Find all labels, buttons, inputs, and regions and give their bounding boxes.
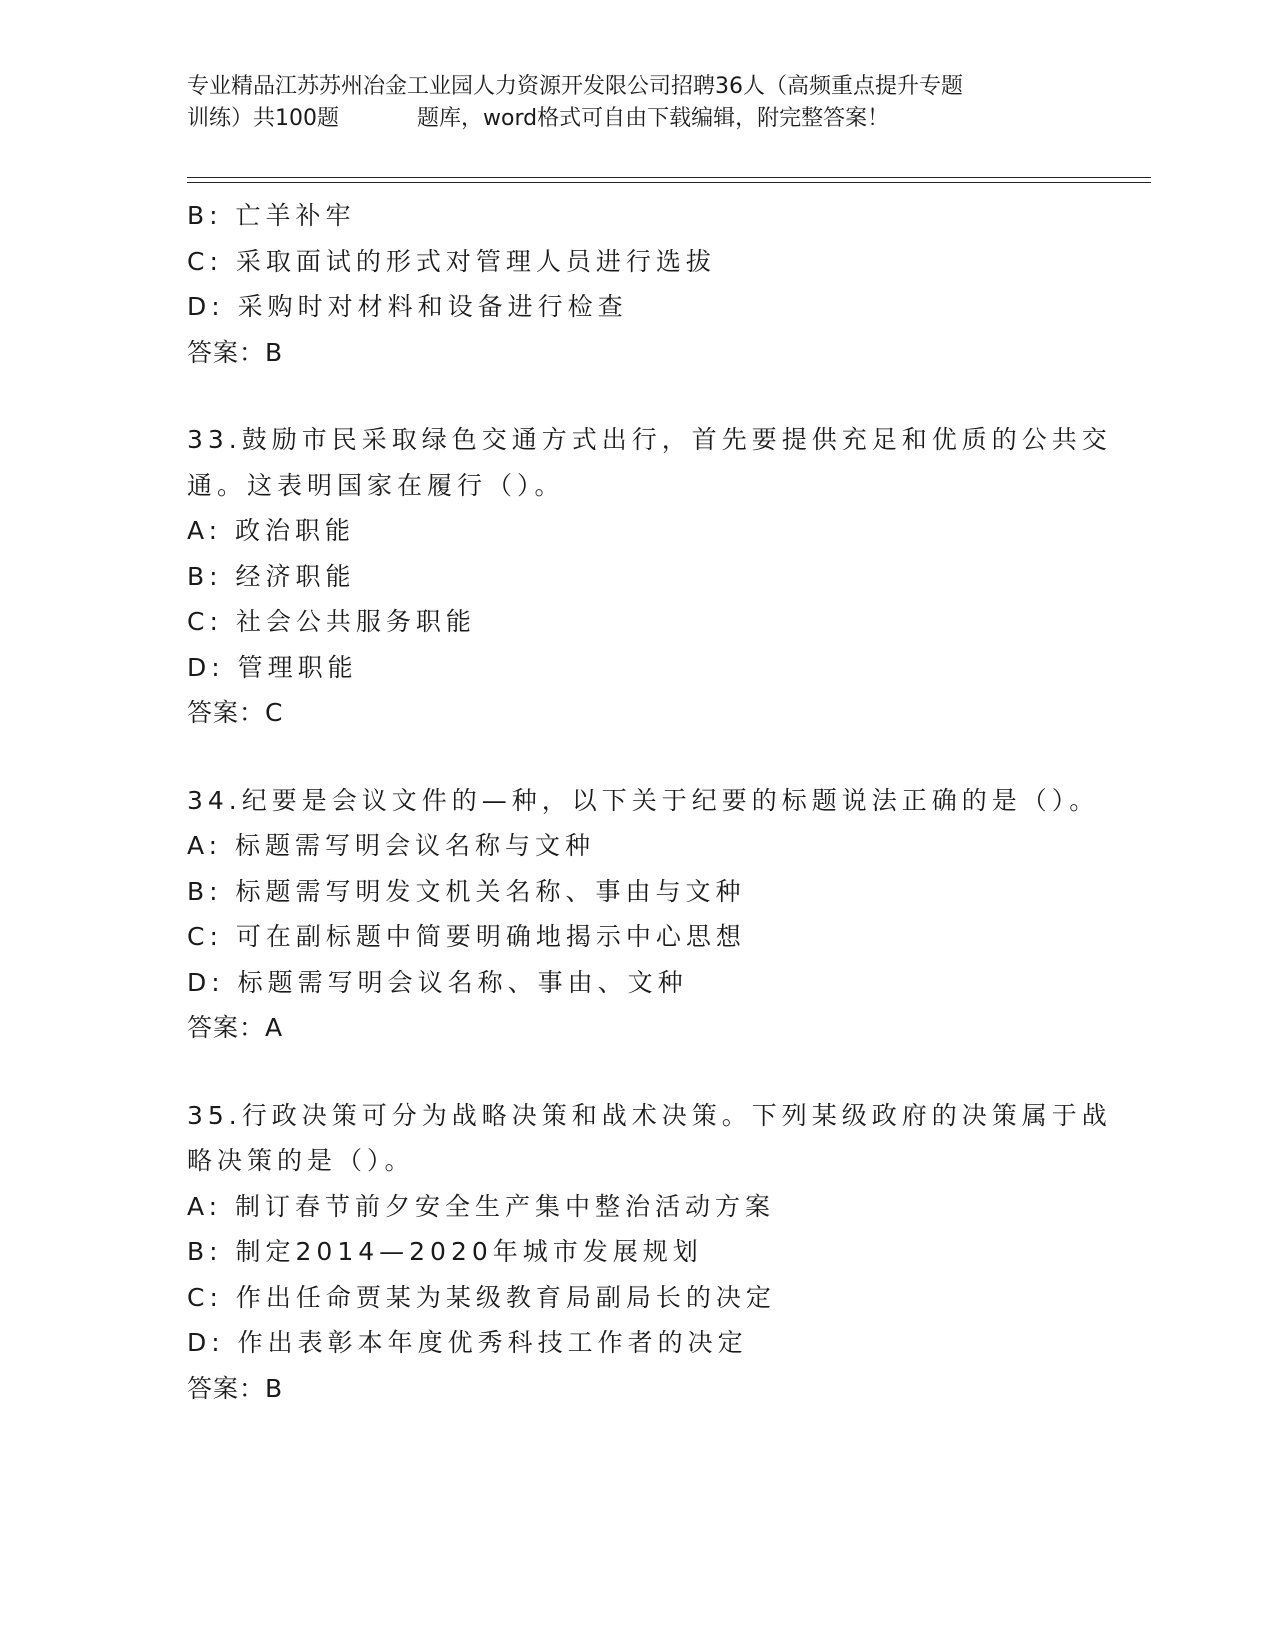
question-text-line: 34.纪要是会议文件的—种，以下关于纪要的标题说法正确的是（）。 [187, 785, 1100, 815]
option-c: C: 可在副标题中简要明确地揭示中心思想 [187, 922, 746, 951]
option-d: D: 管理职能 [187, 652, 358, 682]
option-b: B: 制定2014—2020年城市发展规划 [187, 1237, 703, 1266]
option-a: A: 标题需写明会议名称与文种 [187, 831, 596, 860]
option-b: B: 标题需写明发文机关名称、事由与文种 [187, 876, 746, 906]
answer-line: 答案：B [187, 1373, 284, 1403]
answer-line: 答案：C [187, 698, 284, 727]
option-d: D: 采购时对材料和设备进行检查 [187, 292, 628, 321]
header-line-1: 专业精品江苏苏州冶金工业园人力资源开发限公司招聘36人（高频重点提升专题 [187, 74, 963, 99]
header-line-2-right: 题库，word格式可自由下载编辑，附完整答案！ [417, 106, 890, 131]
option-c: C: 社会公共服务职能 [187, 607, 476, 636]
option-c: C: 采取面试的形式对管理人员进行选拔 [187, 246, 716, 276]
question-34 [187, 778, 1100, 1051]
question-text-line: 通。这表明国家在履行（）。 [187, 470, 565, 500]
answer-line: 答案：B [187, 337, 284, 367]
question-text-line: 33.鼓励市民采取绿色交通方式出行，首先要提供充足和优质的公共交 [187, 425, 1112, 454]
option-b: B: 亡羊补牢 [187, 201, 356, 230]
question-35 [187, 1093, 1112, 1412]
header-line-2 [187, 103, 1087, 135]
question-text-line: 略决策的是（）。 [187, 1146, 415, 1175]
option-a: A: 政治职能 [187, 516, 356, 545]
option-d: D: 标题需写明会议名称、事由、文种 [187, 967, 688, 997]
header-line-2-left: 训练）共100题 [187, 106, 339, 131]
option-a: A: 制订春节前夕安全生产集中整治活动方案 [187, 1191, 776, 1221]
page-header [187, 71, 1087, 135]
question-32-continued [187, 193, 1087, 375]
option-d: D: 作出表彰本年度优秀科技工作者的决定 [187, 1328, 748, 1357]
option-b: B: 经济职能 [187, 561, 356, 591]
answer-line: 答案：A [187, 1013, 284, 1042]
question-33 [187, 417, 1112, 736]
question-text-line: 35.行政决策可分为战略决策和战术决策。下列某级政府的决策属于战 [187, 1100, 1112, 1130]
question-list [187, 193, 1112, 1411]
header-divider-top [187, 177, 1151, 178]
header-divider-bottom [187, 182, 1151, 183]
option-c: C: 作出任命贾某为某级教育局副局长的决定 [187, 1282, 776, 1312]
